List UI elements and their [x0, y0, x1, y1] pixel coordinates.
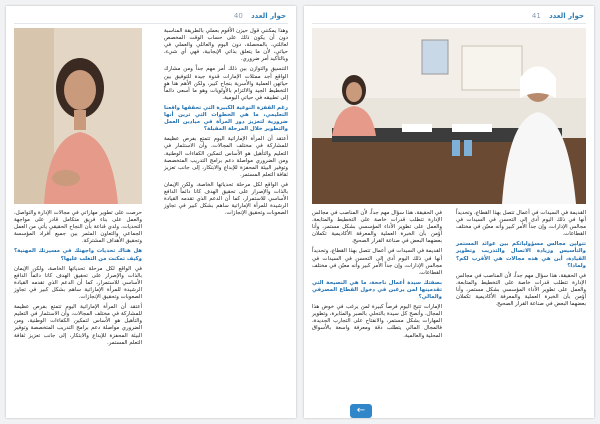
portrait-illustration: [14, 28, 142, 204]
text-column-right: [456, 210, 586, 311]
text-column-left: [312, 210, 442, 343]
header-title: حوار العدد: [549, 12, 584, 20]
page-header: [532, 12, 584, 20]
header-divider: [312, 23, 586, 24]
paragraph: حرصت على تطوير مهاراتي في مجالات الإدارة والتواصل، والعمل على بناء فريق متكامل قادر على مواجهة التحديات، ولدي قناعة بأن النجاح الحقيقي يأتي من العمل الجماعي والتعاون المثمر بين جميع أفراد المؤسسة وتحقيق الأهداف المشتركة.: [14, 210, 142, 245]
interview-photo: [312, 28, 586, 204]
question-heading: تتولين مجالس مسؤولياتكم بين عوائد المستمر والتأسيس وزيادة الاتصال والتدريب وتطوير القيادة، أين هي هذه مجالات هي الأقرب لكم؟ ولماذا؟: [456, 241, 586, 269]
paragraph: في الواقع لكل مرحلة تحدياتها الخاصة، ولكن الإيمان بالذات والإصرار على تحقيق الهدف كانا دائماً الدافع الأساسي للاستمرار، كما أن الدعم الذي تقدمه القيادة الرشيدة للمرأة الإماراتية ساهم بشكل كبير في تجاوز الصعوبات وتحقيق الإنجازات.: [14, 265, 142, 301]
paragraph: التنسيق والتوازن بين ذلك أمر مهم جداً ومن مشارك الواقع أجد ممثلات الإمارات قدوة جيدة للتوفيق بين حياتهن العملية والأسرية بنجاح كبير، ولكن الأهم هنا هو التخطيط الجيد والالتزام بالأولويات وهو ما أسعى دائماً إلى تطبيقه في حياتي اليومية.: [164, 66, 288, 101]
question-heading: بصفتك سيدة أعمال ناجحة، ما هي النصيحة التي تقدمينها لمن يرغبن في دخول القطاع المصرفي والمالي؟: [312, 279, 442, 301]
paragraph: أعتقد أن المرأة الإماراتية اليوم تتمتع بفرص عظيمة للمشاركة في مختلف المجالات، وأن الاستثمار في التعليم والتأهيل هو الأساس لتمكين الكفاءات الوطنية، ومن الضروري مواصلة دعم برامج التدريب المتخصصة وتوفير البيئة المحفزة للإبداع والابتكار، إلى جانب تعزيز ثقافة التعلم المستمر.: [164, 136, 288, 178]
interview-illustration: [312, 28, 586, 204]
question-heading: هل هناك تحديات واجهتك في مسيرتك المهنية؟ وكيف تمكنت من التغلب عليها؟: [14, 248, 142, 262]
paragraph: القديمة في السيدات في أعمال تتصل بهذا القطاع، وتحديداً أنها في ذلك اليوم أدى إلى التحسن في السيدات في مجالس الإدارات، وإن جداً الأمر كبير وأنه معيّن في مختلف القطاعات.: [312, 248, 442, 276]
paragraph: في الحقيقة، هذا سؤال مهم جداً، لأن المناصب في مجالس الإدارة تتطلب قدرات خاصة على التخطيط والمتابعة، والعمل على تطوير الأداء المؤسسي بشكل مستمر، وأنا أؤمن بأن الخبرة العملية والمعرفة الأكاديمية تكملان بعضهما البعض في صناعة القرار الصحيح.: [456, 272, 586, 308]
portrait-photo: [14, 28, 142, 204]
page-41: [304, 6, 594, 418]
paragraph: وهذا يمكنني قول حيزن الأقوم بعملي بالطريقة المناسبة دون أن يكون ذلك على حساب الوقت المخصص لعائلتي، بالمحصلة، دون اليوم والعائلي والعملي في حياتي، لأن ما يتعلق بذاتي الإيجابية، فهي أي شيء، وبالتأكيد أمر ضروري.: [164, 28, 288, 63]
text-column-right: [164, 28, 288, 220]
page-40: [6, 6, 296, 418]
next-page-button[interactable]: [350, 404, 372, 418]
paragraph: في الحقيقة، هذا سؤال مهم جداً، لأن المناصب في مجالس الإدارة تتطلب قدرات خاصة على التخطيط والمتابعة، والعمل على تطوير الأداء المؤسسي بشكل مستمر، وأنا أؤمن بأن الخبرة العملية والمعرفة الأكاديمية تكملان بعضهما البعض في صناعة القرار الصحيح.: [312, 210, 442, 245]
paragraph: في الواقع لكل مرحلة تحدياتها الخاصة، ولكن الإيمان بالذات والإصرار على تحقيق الهدف كانا دائماً الدافع الأساسي للاستمرار، كما أن الدعم الذي تقدمه القيادة الرشيدة للمرأة الإماراتية ساهم بشكل كبير في تجاوز الصعوبات وتحقيق الإنجازات.: [164, 181, 288, 217]
page-number: 40: [233, 12, 243, 20]
paragraph: القديمة في السيدات في أعمال تتصل بهذا القطاع، وتحديداً أنها في ذلك اليوم أدى إلى التحسن في السيدات في مجالس الإدارات، وإن جداً الأمر كبير وأنه معيّن في مختلف القطاعات.: [456, 210, 586, 238]
paragraph: أعتقد أن المرأة الإماراتية اليوم تتمتع بفرص عظيمة للمشاركة في مختلف المجالات، وأن الاستثمار في التعليم والتأهيل هو الأساس لتمكين الكفاءات الوطنية، ومن الضروري مواصلة دعم برامج التدريب المتخصصة وتوفير البيئة المحفزة للإبداع والابتكار، إلى جانب تعزيز ثقافة التعلم المستمر.: [14, 304, 142, 346]
question-heading: رغم القفزة النوعية الكبيرة التي تحققها واقعنا التعليمي، ما هي الخطوات التي ترين أنها ضرورية لتعزيز دور المرأة في ميادين العمل والتطوير خلال المرحلة المقبلة؟: [164, 104, 288, 133]
arrow-left-icon: ←: [356, 405, 366, 416]
page-header: [234, 12, 286, 20]
paragraph: الإمارات تتيح اليوم فرصاً كبيرة لمن يرغب في خوض هذا المجال، وأنصح كل سيدة بالتحلي بالصبر والمثابرة، وتطوير المهارات بشكل مستمر، والانفتاح على التجارب الجديدة، فالمجال المالي يتطلب دقة ومعرفة واسعة بالأسواق المحلية والعالمية.: [312, 304, 442, 339]
header-title: حوار العدد: [251, 12, 286, 20]
header-divider: [14, 23, 288, 24]
page-number: 41: [531, 12, 541, 20]
text-column-left: [14, 210, 142, 350]
